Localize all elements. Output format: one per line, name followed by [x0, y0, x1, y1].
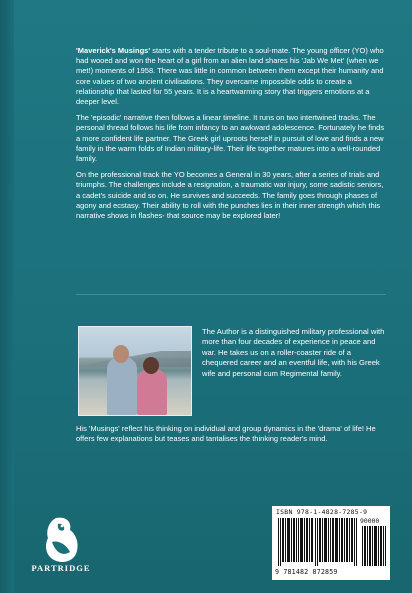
author-photo — [78, 326, 192, 416]
addon-barcode-bars — [362, 526, 386, 566]
isbn-number: ISBN 978-1-4828-7285-9 — [276, 508, 368, 516]
photo-author — [107, 357, 137, 415]
photo-wife — [137, 369, 167, 415]
spine-edge — [0, 0, 14, 593]
barcode-bars — [278, 518, 358, 566]
section-divider — [76, 294, 386, 295]
photo-author-head — [113, 345, 129, 363]
book-title-inline: 'Maverick's Musings' — [76, 46, 151, 55]
ean-number: 9 781482 872859 — [275, 568, 338, 576]
blurb-paragraph-1-text: starts with a tender tribute to a soul-mate. The young officer (YO) who had wooed and won the heart of a girl from an alien land shares his 'Jab We Met' (when we met!) moments of 1958. There was little in common between them except their humanity and core values of two ancient civilisations. They overcame impossible odds to create a relationship that lasted for 55 years. It is a heartwarming story that triggers emotions at a deeper level. — [76, 46, 384, 107]
blurb-paragraph-2: The 'episodic' narrative then follows a linear timeline. It runs on two intertwined tracks. The personal thread follows his life from infancy to an awkward adolescence. Fortunately he finds a more confident life partner. The Greek girl uproots herself in pursuit of love and finds a new family in the warm folds of Indian military-life. Their life together matures into a well-rounded family. — [76, 113, 385, 164]
author-musings: His 'Musings' reflect his thinking on individual and group dynamics in the 'drama' of life! He offers few explanations but teases and tantalises the thinking reader's mind. — [76, 424, 376, 444]
isbn-barcode — [272, 506, 390, 580]
photo-wife-head — [143, 357, 159, 374]
price-addon-number: 90000 — [360, 517, 380, 525]
publisher-name: PARTRIDGE — [31, 563, 91, 573]
author-bio: The Author is a distinguished military professional with more than four decades of experience in peace and war. He takes us on a roller-coaster ride of a chequered career and an eventful life, with his Greek wife and personal cum Regimental family. — [202, 327, 385, 378]
back-cover-blurb — [76, 46, 386, 227]
blurb-paragraph-3: On the professional track the YO becomes a General in 30 years, after a series of trials and triumphs. The challenges include a resignation, a traumatic war injury, some sadistic seniors, a cadet's suicide and so on. He survives and succeeds. The family goes through phases of agony and ecstasy. Their ability to roll with the punches lies in their inner strength which this narrative shows in flashes- that source may be explored later! — [76, 170, 384, 221]
blurb-paragraph-1 — [76, 46, 386, 107]
